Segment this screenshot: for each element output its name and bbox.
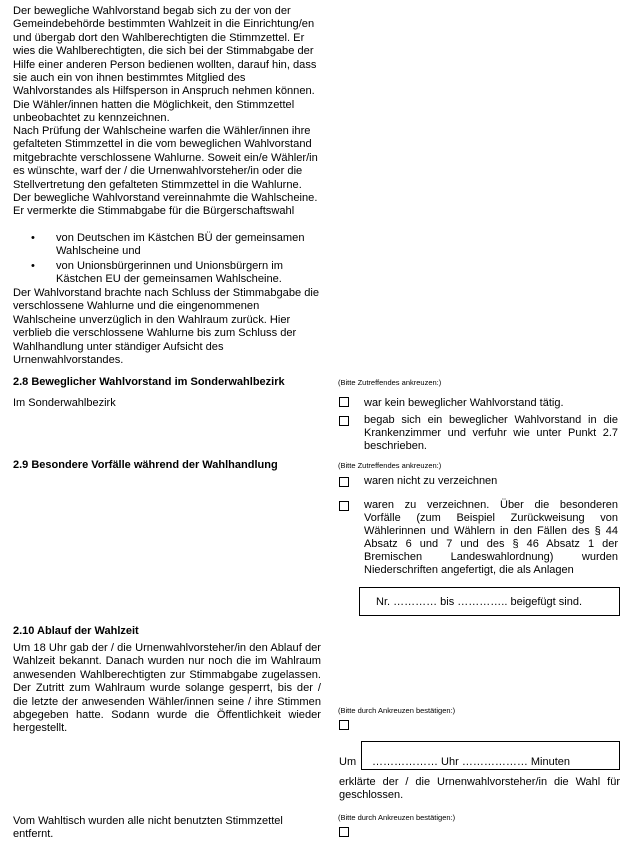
checkbox-unused-ballots-confirm[interactable] (339, 827, 349, 837)
option-incidents: waren zu verzeichnen. Über die besonderen Vorfälle (zum Beispiel Zurückweisung von Wählerinnen und Wählern in den Fällen des § 44 Absatz 6 und 7 und des § 46 Absatz 1 der Bremischen Landeswahlordnung) wurden Niederschriften angefertigt, die als Anlagen (364, 499, 618, 576)
option-mobile-board-active: begab sich ein beweglicher Wahlvorstand in die Krankenzimmer und verfuhr wie unter Punkt 2.7 beschrieben. (364, 414, 618, 452)
attachment-number-box (359, 587, 620, 616)
unused-ballots-text: Vom Wahltisch wurden alle nicht benutzten Stimmzettel entfernt. (13, 815, 283, 840)
section-2-10-heading: 2.10 Ablauf der Wahlzeit (13, 625, 139, 637)
option-no-incidents: waren nicht zu verzeichnen (364, 475, 498, 487)
checkbox-mobile-board-active[interactable] (339, 416, 349, 426)
option-no-mobile-board: war kein beweglicher Wahlvorstand tätig. (364, 397, 564, 409)
section-2-8-label: Im Sonderwahlbezirk (13, 397, 116, 409)
section-2-10-hint: (Bitte durch Ankreuzen bestätigen:) (338, 706, 456, 715)
bullet-icon: • (31, 260, 35, 272)
intro-paragraph-2: Nach Prüfung der Wahlscheine warfen die Wähler/innen ihre gefalteten Stimmzettel in die vom beweglichen Wahlvorstand mitgebrachte verschlossene Wahlurne. Soweit ein/e Wähler/in es wünschte, warf der / die Urnenwahlvorsteher/in oder die Stellvertretung den gefalteten Stimmzettel in die Wahlurne. Der bewegliche Wahlvorstand vereinnahmte die Wahlscheine. Er vermerkte die Stimmabgabe für die Bürgerschaftswahl (13, 125, 318, 218)
checkbox-no-mobile-board[interactable] (339, 397, 349, 407)
intro-paragraph-3: Der Wahlvorstand brachte nach Schluss der Stimmabgabe die verschlossene Wahlurne und die eingenommenen Wahlscheine unverzüglich in den Wahlraum zurück. Hier verblieb die verschlossene Wahlurne bis zum Schluss der Wahlhandlung unter ständiger Aufsicht des Urnenwahlvorstandes. (13, 287, 320, 367)
election-closed-text: erklärte der / die Urnenwahlvorsteher/in die Wahl für geschlossen. (339, 776, 620, 801)
checkbox-no-incidents[interactable] (339, 477, 349, 487)
bullet-icon: • (31, 232, 35, 244)
intro-paragraph-1: Der bewegliche Wahlvorstand begab sich zu der von der Gemeindebehörde bestimmten Wahlzeit in die Einrichtung/en und übergab dort den Wahlberechtigten die Stimmzettel. Er wies die Wahlberechtigten, die sich bei der Stimmabgabe der Hilfe einer anderen Person bedienen wollten, darauf hin, dass sie auch ein von ihnen bestimmtes Mitglied des Wahlvorstandes als Hilfsperson in Anspruch nehmen können. Die Wähler/innen hatten die Möglichkeit, den Stimmzettel unbeobachtet zu kennzeichnen. (13, 5, 317, 125)
section-2-9-hint: (Bitte Zutreffendes ankreuzen:) (338, 461, 442, 470)
section-2-8-hint: (Bitte Zutreffendes ankreuzen:) (338, 378, 442, 387)
bullet-text: von Deutschen im Kästchen BÜ der gemeinsamen Wahlscheine und (56, 232, 305, 258)
section-2-8-heading: 2.8 Beweglicher Wahlvorstand im Sonderwahlbezirk (13, 376, 285, 388)
bullet-text: von Unionsbürgerinnen und Unionsbürgern im Kästchen EU der gemeinsamen Wahlscheine. (56, 260, 283, 286)
closing-time-box[interactable] (361, 741, 620, 770)
unused-ballots-hint: (Bitte durch Ankreuzen bestätigen:) (338, 813, 456, 822)
checkbox-incidents[interactable] (339, 501, 349, 511)
attachment-number-text: Nr. ………… bis ………….. beigefügt sind. (376, 596, 583, 608)
section-2-10-text: Um 18 Uhr gab der / die Urnenwahlvorsteher/in den Ablauf der Wahlzeit bekannt. Danach wurden nur noch die im Wahlraum anwesenden Wahlberechtigten zur Stimmabgabe zugelassen. Der Zutritt zum Wahlraum wurde solange gesperrt, bis der / die letzte der anwesenden Wähler/innen seine / ihre Stimmen abgegeben hatte. Sodann wurde die Öffentlichkeit wieder hergestellt. (13, 642, 321, 735)
checkbox-voting-end-confirm[interactable] (339, 720, 349, 730)
time-prefix: Um (339, 756, 357, 768)
closing-time-text: ……………… Uhr ……………… Minuten (372, 756, 571, 768)
section-2-9-heading: 2.9 Besondere Vorfälle während der Wahlhandlung (13, 459, 278, 471)
